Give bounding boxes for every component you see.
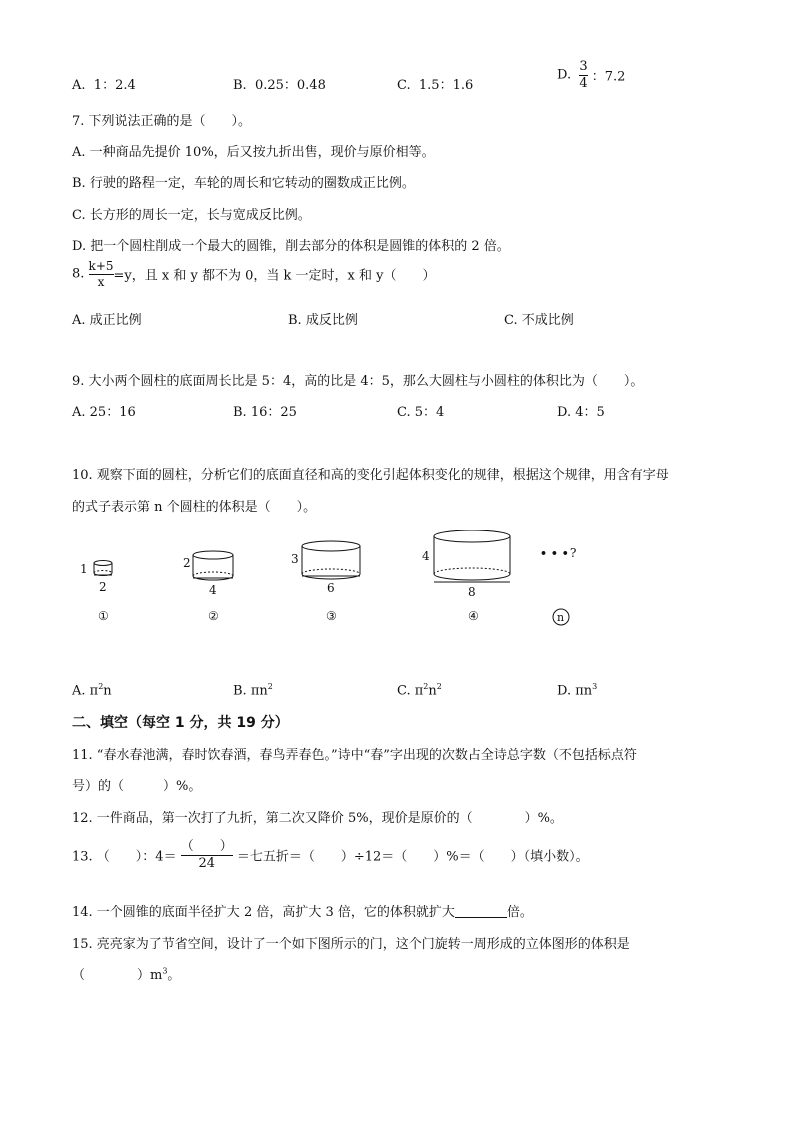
- q10-stem-line1: 10. 观察下面的圆柱，分析它们的底面直径和高的变化引起体积变化的规律，根据这个规律，用含有字母: [72, 468, 669, 483]
- cylinder-3-height: 3: [291, 552, 299, 566]
- cylinder-4-diameter: 8: [468, 585, 476, 599]
- q10-option-b: [233, 682, 273, 698]
- option-text: 0.25：0.48: [254, 78, 326, 93]
- option-text: C. π: [397, 683, 424, 699]
- cylinder-1-diameter: 2: [99, 580, 107, 594]
- q7-option-a: A. 一种商品先提价 10%，后又按九折出售，现价与原价相等。: [72, 145, 435, 160]
- q8-option-b: B. 成反比例: [288, 313, 358, 328]
- option-label: C.: [397, 78, 411, 93]
- q8-option-a: A. 成正比例: [72, 313, 142, 328]
- fraction-denominator: x: [97, 274, 105, 289]
- cylinder-3-index: ③: [326, 609, 337, 623]
- exponent: 3: [592, 682, 598, 691]
- cylinder-2-index: ②: [208, 609, 219, 623]
- q9-option-c: C. 5：4: [397, 405, 445, 420]
- fraction-numerator: 3: [579, 59, 588, 74]
- option-text: 1：2.4: [93, 78, 136, 93]
- question-text: 。: [167, 968, 181, 983]
- q7-option-b: B. 行驶的路程一定，车轮的周长和它转动的圈数成正比例。: [72, 176, 415, 191]
- q6-option-c: [397, 74, 473, 93]
- option-text: B. πn: [233, 683, 268, 699]
- option-text: 1.5：1.6: [418, 78, 474, 93]
- exponent: 3: [162, 966, 168, 976]
- cylinder-2-height: 2: [183, 556, 191, 570]
- q10-option-a: [72, 682, 112, 698]
- cylinder-3: [302, 541, 360, 579]
- q15-line1: 15. 亮亮家为了节省空间，设计了一个如下图所示的门，这个门旋转一周形成的立体图形的体积是: [72, 937, 630, 952]
- fraction-numerator: （ ）: [180, 839, 233, 854]
- option-label: D.: [557, 67, 572, 83]
- option-label: A.: [72, 78, 86, 93]
- answer-blank[interactable]: [455, 905, 507, 918]
- q9-option-b: B. 16：25: [233, 405, 297, 420]
- q8-option-c: C. 不成比例: [504, 313, 574, 328]
- question-text: 14. 一个圆锥的底面半径扩大 2 倍，高扩大 3 倍，它的体积就扩大: [72, 905, 455, 920]
- q8-stem: [72, 260, 435, 288]
- cylinder-1: [94, 561, 112, 576]
- q10-stem-line2: 的式子表示第 n 个圆柱的体积是（ ）。: [72, 500, 317, 515]
- q13-text: [72, 840, 589, 870]
- fraction-denominator: 24: [198, 855, 215, 871]
- question-text: 倍。: [506, 905, 533, 920]
- exponent: 2: [267, 682, 273, 691]
- cylinder-2: [193, 551, 233, 580]
- q7-stem: 7. 下列说法正确的是（ ）。: [72, 114, 252, 129]
- section-2-title: 二、填空（每空 1 分，共 19 分）: [72, 715, 289, 731]
- option-text: D. πn: [557, 683, 593, 699]
- q12-text: 12. 一件商品，第一次打了九折，第二次又降价 5%，现价是原价的（ ）%。: [72, 811, 563, 826]
- q13-fraction: [181, 840, 233, 870]
- cylinder-2-diameter: 4: [209, 583, 217, 597]
- question-mark: ?: [570, 546, 577, 560]
- q9-option-d: D. 4：5: [557, 405, 605, 420]
- question-text: =y，且 x 和 y 都不为 0，当 k 一定时，x 和 y（ ）: [113, 268, 436, 284]
- q14-text: [72, 901, 533, 920]
- q7-option-c: C. 长方形的周长一定，长与宽成反比例。: [72, 208, 311, 223]
- q10-option-d: [557, 682, 597, 698]
- option-label: B.: [233, 78, 247, 93]
- cylinder-4: [434, 530, 510, 582]
- q6-option-d: [557, 60, 625, 90]
- q6-option-a: [72, 74, 136, 93]
- cylinder-1-index: ①: [98, 609, 109, 623]
- exponent: 2: [98, 682, 104, 691]
- exponent: 2: [423, 682, 429, 691]
- question-text: （ ）m: [72, 968, 163, 983]
- fraction-numerator: k+5: [88, 259, 114, 273]
- question-number: 8.: [72, 266, 85, 282]
- fraction-k-plus-5-over-x: [89, 260, 114, 288]
- q9-option-a: A. 25：16: [72, 405, 136, 420]
- question-text: 13. （ ）：4＝: [72, 849, 177, 865]
- fraction-three-quarters: [579, 60, 587, 90]
- fraction-denominator: 4: [579, 75, 588, 91]
- q6-option-b: [233, 74, 326, 93]
- cylinder-4-index: ④: [468, 609, 479, 623]
- question-text: ＝七五折＝（ ）÷12＝（ ）%＝（ ）（填小数）。: [236, 849, 589, 865]
- cylinder-4-height: 4: [422, 549, 430, 563]
- option-text: n: [103, 683, 112, 699]
- option-text: A. π: [72, 683, 99, 699]
- exponent: 2: [436, 682, 442, 691]
- option-text: ：7.2: [591, 69, 626, 85]
- q7-option-d: D. 把一个圆柱削成一个最大的圆锥，削去部分的体积是圆锥的体积的 2 倍。: [72, 239, 510, 254]
- q11-line1: 11. “春水春池满，春时饮春酒，春鸟弄春色。”诗中“春”字出现的次数占全诗总字数（不包括标点符: [72, 748, 637, 763]
- circled-n-label: n: [557, 611, 565, 624]
- q10-option-c: [397, 682, 442, 698]
- option-text: n: [428, 683, 437, 699]
- q11-line2: 号）的（ ）%。: [72, 779, 202, 794]
- q9-stem: 9. 大小两个圆柱的底面周长比是 5：4，高的比是 4：5，那么大圆柱与小圆柱的体积比为（ ）。: [72, 374, 644, 389]
- cylinder-1-height: 1: [80, 562, 88, 576]
- ellipsis-dots: • • •: [540, 547, 569, 560]
- cylinders-figure: [0, 530, 794, 640]
- cylinder-3-diameter: 6: [327, 581, 335, 595]
- q15-line2: [72, 964, 180, 983]
